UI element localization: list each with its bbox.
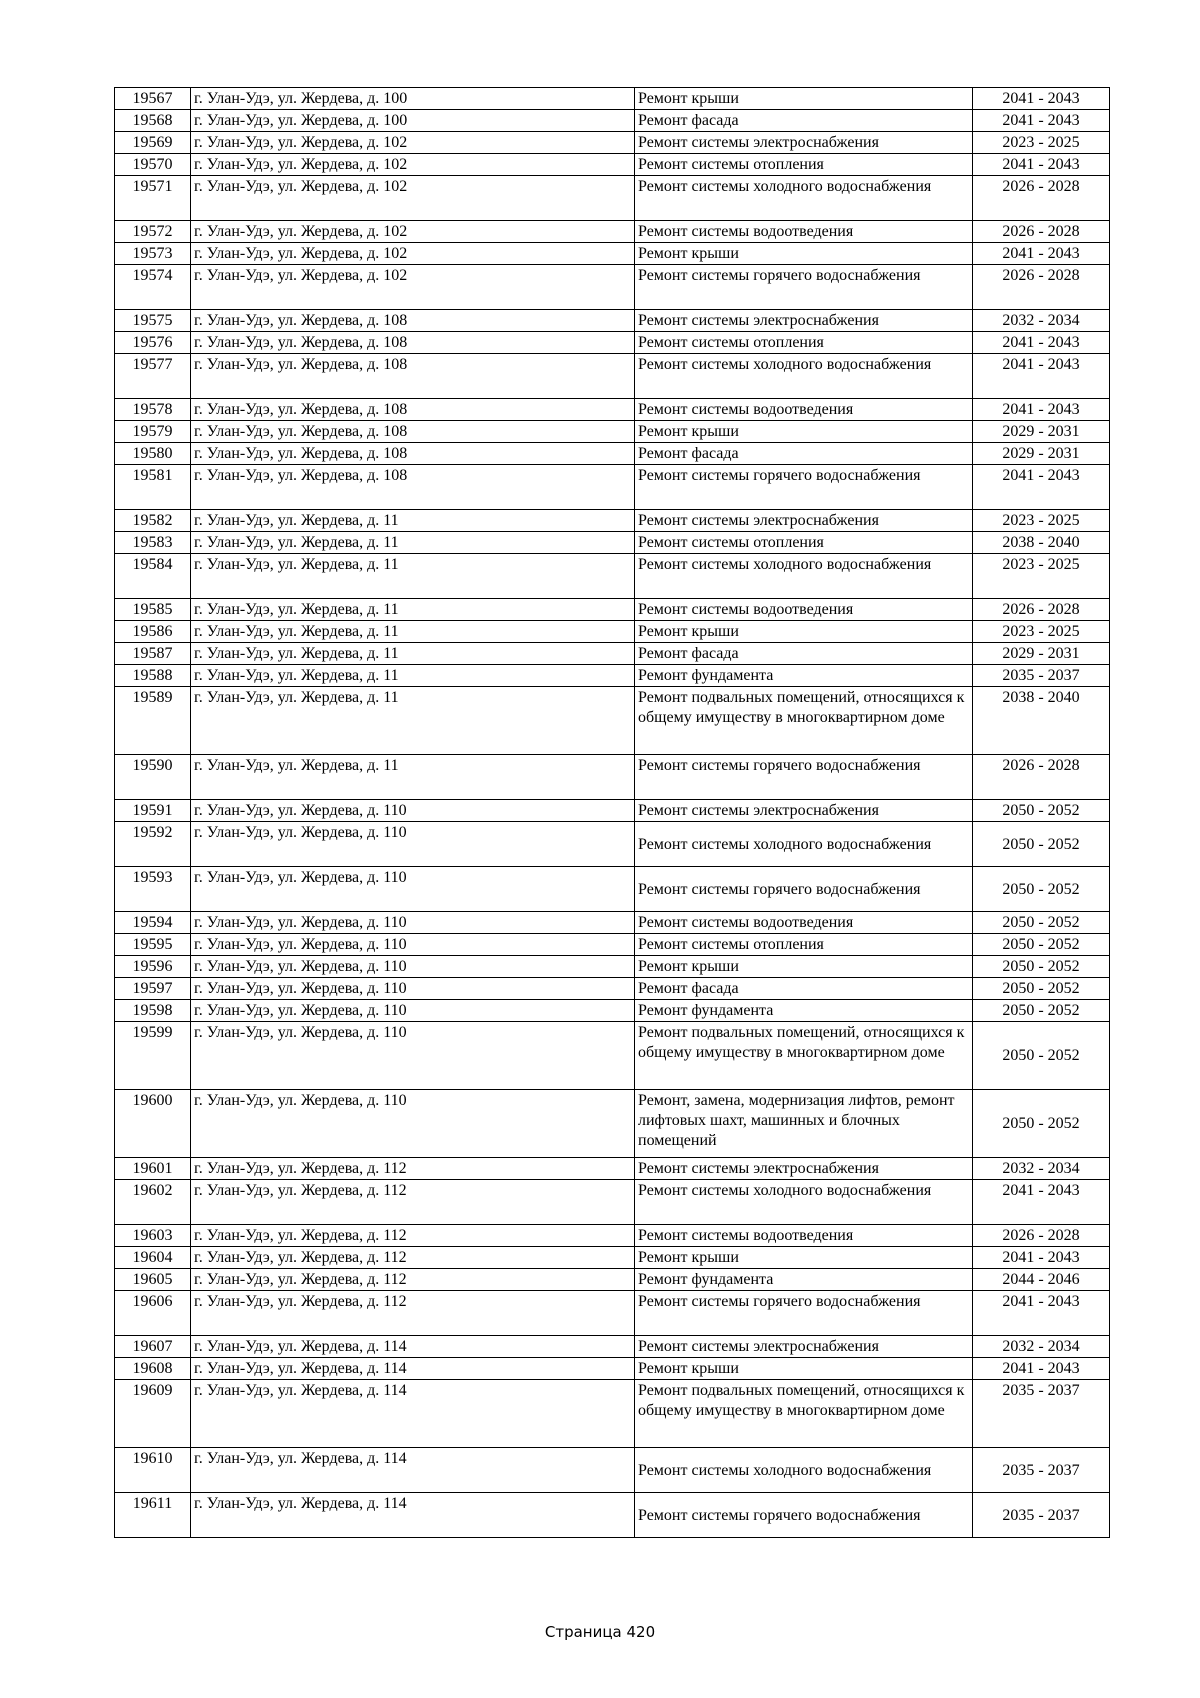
- address-cell: г. Улан-Удэ, ул. Жердева, д. 110: [191, 912, 635, 934]
- record-number-cell: 19603: [115, 1225, 191, 1247]
- address-cell: г. Улан-Удэ, ул. Жердева, д. 11: [191, 687, 635, 755]
- record-number-cell: 19568: [115, 110, 191, 132]
- work-type-cell: Ремонт крыши: [635, 621, 973, 643]
- record-number-cell: 19581: [115, 465, 191, 510]
- table-row: [115, 1493, 1110, 1538]
- record-number-cell: 19592: [115, 822, 191, 867]
- table-row: [115, 1269, 1110, 1291]
- period-cell: 2026 - 2028: [973, 599, 1110, 621]
- address-cell: г. Улан-Удэ, ул. Жердева, д. 114: [191, 1493, 635, 1538]
- period-cell: 2026 - 2028: [973, 1225, 1110, 1247]
- table-row: [115, 154, 1110, 176]
- address-cell: г. Улан-Удэ, ул. Жердева, д. 108: [191, 310, 635, 332]
- work-type-cell: Ремонт системы электроснабжения: [635, 310, 973, 332]
- capital-repair-table: [114, 87, 1110, 1538]
- work-type-cell: Ремонт системы горячего водоснабжения: [635, 465, 973, 510]
- period-cell: 2044 - 2046: [973, 1269, 1110, 1291]
- record-number-cell: 19567: [115, 88, 191, 110]
- record-number-cell: 19586: [115, 621, 191, 643]
- table-row: [115, 934, 1110, 956]
- work-type-cell: Ремонт крыши: [635, 1247, 973, 1269]
- record-number-cell: 19595: [115, 934, 191, 956]
- period-cell: 2041 - 2043: [973, 332, 1110, 354]
- work-type-cell: Ремонт системы электроснабжения: [635, 1336, 973, 1358]
- address-cell: г. Улан-Удэ, ул. Жердева, д. 110: [191, 978, 635, 1000]
- record-number-cell: 19594: [115, 912, 191, 934]
- table-row: [115, 1158, 1110, 1180]
- page-number: Страница 420: [544, 1623, 656, 1641]
- work-type-cell: Ремонт фундамента: [635, 1000, 973, 1022]
- address-cell: г. Улан-Удэ, ул. Жердева, д. 102: [191, 132, 635, 154]
- table-row: [115, 755, 1110, 800]
- work-type-cell: Ремонт фасада: [635, 443, 973, 465]
- period-cell: 2050 - 2052: [973, 956, 1110, 978]
- record-number-cell: 19593: [115, 867, 191, 912]
- table-row: [115, 1358, 1110, 1380]
- table-row: [115, 532, 1110, 554]
- record-number-cell: 19584: [115, 554, 191, 599]
- work-type-cell: Ремонт подвальных помещений, относящихся к общему имуществу в многоквартирном доме: [635, 687, 973, 755]
- work-type-cell: Ремонт системы отопления: [635, 332, 973, 354]
- record-number-cell: 19571: [115, 176, 191, 221]
- period-cell: 2050 - 2052: [973, 912, 1110, 934]
- table-row: [115, 1336, 1110, 1358]
- work-type-cell: Ремонт системы холодного водоснабжения: [635, 822, 973, 867]
- table-row: [115, 1180, 1110, 1225]
- record-number-cell: 19602: [115, 1180, 191, 1225]
- table-row: [115, 221, 1110, 243]
- work-type-cell: Ремонт системы горячего водоснабжения: [635, 1291, 973, 1336]
- work-type-cell: Ремонт системы водоотведения: [635, 912, 973, 934]
- work-type-cell: Ремонт системы горячего водоснабжения: [635, 265, 973, 310]
- table-row: [115, 867, 1110, 912]
- work-type-cell: Ремонт системы горячего водоснабжения: [635, 1493, 973, 1538]
- work-type-cell: Ремонт системы отопления: [635, 532, 973, 554]
- record-number-cell: 19606: [115, 1291, 191, 1336]
- address-cell: г. Улан-Удэ, ул. Жердева, д. 11: [191, 532, 635, 554]
- period-cell: 2041 - 2043: [973, 1291, 1110, 1336]
- record-number-cell: 19598: [115, 1000, 191, 1022]
- record-number-cell: 19610: [115, 1448, 191, 1493]
- period-cell: 2026 - 2028: [973, 265, 1110, 310]
- record-number-cell: 19601: [115, 1158, 191, 1180]
- table-row: [115, 1000, 1110, 1022]
- table-row: [115, 132, 1110, 154]
- work-type-cell: Ремонт крыши: [635, 88, 973, 110]
- work-type-cell: Ремонт системы холодного водоснабжения: [635, 176, 973, 221]
- address-cell: г. Улан-Удэ, ул. Жердева, д. 110: [191, 934, 635, 956]
- period-cell: 2023 - 2025: [973, 621, 1110, 643]
- record-number-cell: 19569: [115, 132, 191, 154]
- record-number-cell: 19605: [115, 1269, 191, 1291]
- work-type-cell: Ремонт фасада: [635, 110, 973, 132]
- address-cell: г. Улан-Удэ, ул. Жердева, д. 100: [191, 110, 635, 132]
- address-cell: г. Улан-Удэ, ул. Жердева, д. 110: [191, 956, 635, 978]
- work-type-cell: Ремонт системы электроснабжения: [635, 510, 973, 532]
- period-cell: 2050 - 2052: [973, 934, 1110, 956]
- work-type-cell: Ремонт системы отопления: [635, 934, 973, 956]
- period-cell: 2029 - 2031: [973, 421, 1110, 443]
- table-row: [115, 443, 1110, 465]
- table-row: [115, 176, 1110, 221]
- period-cell: 2038 - 2040: [973, 532, 1110, 554]
- record-number-cell: 19599: [115, 1022, 191, 1090]
- address-cell: г. Улан-Удэ, ул. Жердева, д. 11: [191, 599, 635, 621]
- record-number-cell: 19574: [115, 265, 191, 310]
- address-cell: г. Улан-Удэ, ул. Жердева, д. 102: [191, 176, 635, 221]
- table-row: [115, 1380, 1110, 1448]
- table-row: [115, 1225, 1110, 1247]
- period-cell: 2050 - 2052: [973, 1000, 1110, 1022]
- period-cell: 2050 - 2052: [973, 800, 1110, 822]
- period-cell: 2041 - 2043: [973, 110, 1110, 132]
- address-cell: г. Улан-Удэ, ул. Жердева, д. 114: [191, 1448, 635, 1493]
- work-type-cell: Ремонт системы водоотведения: [635, 399, 973, 421]
- record-number-cell: 19570: [115, 154, 191, 176]
- record-number-cell: 19590: [115, 755, 191, 800]
- address-cell: г. Улан-Удэ, ул. Жердева, д. 112: [191, 1247, 635, 1269]
- address-cell: г. Улан-Удэ, ул. Жердева, д. 112: [191, 1180, 635, 1225]
- work-type-cell: Ремонт системы водоотведения: [635, 221, 973, 243]
- record-number-cell: 19585: [115, 599, 191, 621]
- address-cell: г. Улан-Удэ, ул. Жердева, д. 108: [191, 399, 635, 421]
- period-cell: 2032 - 2034: [973, 1336, 1110, 1358]
- table-row: [115, 1247, 1110, 1269]
- work-type-cell: Ремонт крыши: [635, 956, 973, 978]
- table-row: [115, 265, 1110, 310]
- record-number-cell: 19596: [115, 956, 191, 978]
- record-number-cell: 19583: [115, 532, 191, 554]
- table-row: [115, 956, 1110, 978]
- address-cell: г. Улан-Удэ, ул. Жердева, д. 102: [191, 221, 635, 243]
- work-type-cell: Ремонт системы горячего водоснабжения: [635, 867, 973, 912]
- work-type-cell: Ремонт системы электроснабжения: [635, 1158, 973, 1180]
- period-cell: 2023 - 2025: [973, 510, 1110, 532]
- address-cell: г. Улан-Удэ, ул. Жердева, д. 108: [191, 421, 635, 443]
- work-type-cell: Ремонт подвальных помещений, относящихся к общему имуществу в многоквартирном доме: [635, 1380, 973, 1448]
- period-cell: 2026 - 2028: [973, 755, 1110, 800]
- address-cell: г. Улан-Удэ, ул. Жердева, д. 110: [191, 867, 635, 912]
- table-row: [115, 332, 1110, 354]
- period-cell: 2041 - 2043: [973, 1358, 1110, 1380]
- work-type-cell: Ремонт крыши: [635, 1358, 973, 1380]
- period-cell: 2041 - 2043: [973, 243, 1110, 265]
- period-cell: 2050 - 2052: [973, 1022, 1110, 1090]
- record-number-cell: 19608: [115, 1358, 191, 1380]
- record-number-cell: 19572: [115, 221, 191, 243]
- table-row: [115, 1448, 1110, 1493]
- work-type-cell: Ремонт фундамента: [635, 1269, 973, 1291]
- period-cell: 2041 - 2043: [973, 88, 1110, 110]
- period-cell: 2023 - 2025: [973, 554, 1110, 599]
- period-cell: 2041 - 2043: [973, 1247, 1110, 1269]
- record-number-cell: 19607: [115, 1336, 191, 1358]
- record-number-cell: 19575: [115, 310, 191, 332]
- address-cell: г. Улан-Удэ, ул. Жердева, д. 112: [191, 1225, 635, 1247]
- period-cell: 2029 - 2031: [973, 443, 1110, 465]
- period-cell: 2038 - 2040: [973, 687, 1110, 755]
- table-row: [115, 110, 1110, 132]
- period-cell: 2050 - 2052: [973, 1090, 1110, 1158]
- table-row: [115, 354, 1110, 399]
- record-number-cell: 19588: [115, 665, 191, 687]
- table-row: [115, 800, 1110, 822]
- work-type-cell: Ремонт фундамента: [635, 665, 973, 687]
- table-row: [115, 88, 1110, 110]
- period-cell: 2035 - 2037: [973, 1448, 1110, 1493]
- table-body: [115, 88, 1110, 1538]
- table-row: [115, 510, 1110, 532]
- work-type-cell: Ремонт подвальных помещений, относящихся к общему имуществу в многоквартирном доме: [635, 1022, 973, 1090]
- address-cell: г. Улан-Удэ, ул. Жердева, д. 114: [191, 1380, 635, 1448]
- work-type-cell: Ремонт системы водоотведения: [635, 599, 973, 621]
- period-cell: 2023 - 2025: [973, 132, 1110, 154]
- table-row: [115, 421, 1110, 443]
- table-row: [115, 912, 1110, 934]
- work-type-cell: Ремонт системы электроснабжения: [635, 132, 973, 154]
- record-number-cell: 19600: [115, 1090, 191, 1158]
- period-cell: 2041 - 2043: [973, 399, 1110, 421]
- address-cell: г. Улан-Удэ, ул. Жердева, д. 110: [191, 1090, 635, 1158]
- address-cell: г. Улан-Удэ, ул. Жердева, д. 112: [191, 1158, 635, 1180]
- period-cell: 2026 - 2028: [973, 176, 1110, 221]
- period-cell: 2035 - 2037: [973, 1380, 1110, 1448]
- work-type-cell: Ремонт крыши: [635, 421, 973, 443]
- record-number-cell: 19577: [115, 354, 191, 399]
- work-type-cell: Ремонт, замена, модернизация лифтов, ремонт лифтовых шахт, машинных и блочных помещений: [635, 1090, 973, 1158]
- period-cell: 2029 - 2031: [973, 643, 1110, 665]
- address-cell: г. Улан-Удэ, ул. Жердева, д. 102: [191, 154, 635, 176]
- address-cell: г. Улан-Удэ, ул. Жердева, д. 11: [191, 643, 635, 665]
- record-number-cell: 19573: [115, 243, 191, 265]
- period-cell: 2032 - 2034: [973, 310, 1110, 332]
- record-number-cell: 19580: [115, 443, 191, 465]
- work-type-cell: Ремонт фасада: [635, 978, 973, 1000]
- address-cell: г. Улан-Удэ, ул. Жердева, д. 108: [191, 465, 635, 510]
- table-row: [115, 978, 1110, 1000]
- table-row: [115, 1022, 1110, 1090]
- record-number-cell: 19589: [115, 687, 191, 755]
- record-number-cell: 19582: [115, 510, 191, 532]
- address-cell: г. Улан-Удэ, ул. Жердева, д. 108: [191, 354, 635, 399]
- table-row: [115, 643, 1110, 665]
- table-row: [115, 243, 1110, 265]
- address-cell: г. Улан-Удэ, ул. Жердева, д. 102: [191, 243, 635, 265]
- table-row: [115, 554, 1110, 599]
- record-number-cell: 19579: [115, 421, 191, 443]
- work-type-cell: Ремонт системы водоотведения: [635, 1225, 973, 1247]
- work-type-cell: Ремонт системы холодного водоснабжения: [635, 1448, 973, 1493]
- table-row: [115, 399, 1110, 421]
- address-cell: г. Улан-Удэ, ул. Жердева, д. 112: [191, 1269, 635, 1291]
- table-row: [115, 621, 1110, 643]
- record-number-cell: 19576: [115, 332, 191, 354]
- record-number-cell: 19611: [115, 1493, 191, 1538]
- record-number-cell: 19578: [115, 399, 191, 421]
- address-cell: г. Улан-Удэ, ул. Жердева, д. 110: [191, 1000, 635, 1022]
- address-cell: г. Улан-Удэ, ул. Жердева, д. 11: [191, 510, 635, 532]
- work-type-cell: Ремонт системы холодного водоснабжения: [635, 1180, 973, 1225]
- work-type-cell: Ремонт системы холодного водоснабжения: [635, 554, 973, 599]
- table-row: [115, 310, 1110, 332]
- period-cell: 2041 - 2043: [973, 354, 1110, 399]
- table-row: [115, 1090, 1110, 1158]
- table-row: [115, 465, 1110, 510]
- address-cell: г. Улан-Удэ, ул. Жердева, д. 102: [191, 265, 635, 310]
- table-row: [115, 665, 1110, 687]
- work-type-cell: Ремонт системы горячего водоснабжения: [635, 755, 973, 800]
- address-cell: г. Улан-Удэ, ул. Жердева, д. 11: [191, 621, 635, 643]
- period-cell: 2041 - 2043: [973, 465, 1110, 510]
- address-cell: г. Улан-Удэ, ул. Жердева, д. 11: [191, 755, 635, 800]
- address-cell: г. Улан-Удэ, ул. Жердева, д. 100: [191, 88, 635, 110]
- period-cell: 2050 - 2052: [973, 978, 1110, 1000]
- table-row: [115, 687, 1110, 755]
- period-cell: 2026 - 2028: [973, 221, 1110, 243]
- address-cell: г. Улан-Удэ, ул. Жердева, д. 11: [191, 554, 635, 599]
- work-type-cell: Ремонт фасада: [635, 643, 973, 665]
- address-cell: г. Улан-Удэ, ул. Жердева, д. 114: [191, 1336, 635, 1358]
- record-number-cell: 19597: [115, 978, 191, 1000]
- period-cell: 2041 - 2043: [973, 154, 1110, 176]
- record-number-cell: 19604: [115, 1247, 191, 1269]
- work-type-cell: Ремонт системы отопления: [635, 154, 973, 176]
- period-cell: 2032 - 2034: [973, 1158, 1110, 1180]
- table-row: [115, 599, 1110, 621]
- period-cell: 2035 - 2037: [973, 1493, 1110, 1538]
- table-row: [115, 822, 1110, 867]
- work-type-cell: Ремонт системы электроснабжения: [635, 800, 973, 822]
- table-row: [115, 1291, 1110, 1336]
- address-cell: г. Улан-Удэ, ул. Жердева, д. 11: [191, 665, 635, 687]
- address-cell: г. Улан-Удэ, ул. Жердева, д. 110: [191, 822, 635, 867]
- period-cell: 2050 - 2052: [973, 822, 1110, 867]
- address-cell: г. Улан-Удэ, ул. Жердева, д. 114: [191, 1358, 635, 1380]
- work-type-cell: Ремонт крыши: [635, 243, 973, 265]
- address-cell: г. Улан-Удэ, ул. Жердева, д. 110: [191, 1022, 635, 1090]
- address-cell: г. Улан-Удэ, ул. Жердева, д. 112: [191, 1291, 635, 1336]
- period-cell: 2035 - 2037: [973, 665, 1110, 687]
- address-cell: г. Улан-Удэ, ул. Жердева, д. 108: [191, 332, 635, 354]
- address-cell: г. Улан-Удэ, ул. Жердева, д. 108: [191, 443, 635, 465]
- record-number-cell: 19609: [115, 1380, 191, 1448]
- work-type-cell: Ремонт системы холодного водоснабжения: [635, 354, 973, 399]
- record-number-cell: 19587: [115, 643, 191, 665]
- period-cell: 2041 - 2043: [973, 1180, 1110, 1225]
- address-cell: г. Улан-Удэ, ул. Жердева, д. 110: [191, 800, 635, 822]
- record-number-cell: 19591: [115, 800, 191, 822]
- period-cell: 2050 - 2052: [973, 867, 1110, 912]
